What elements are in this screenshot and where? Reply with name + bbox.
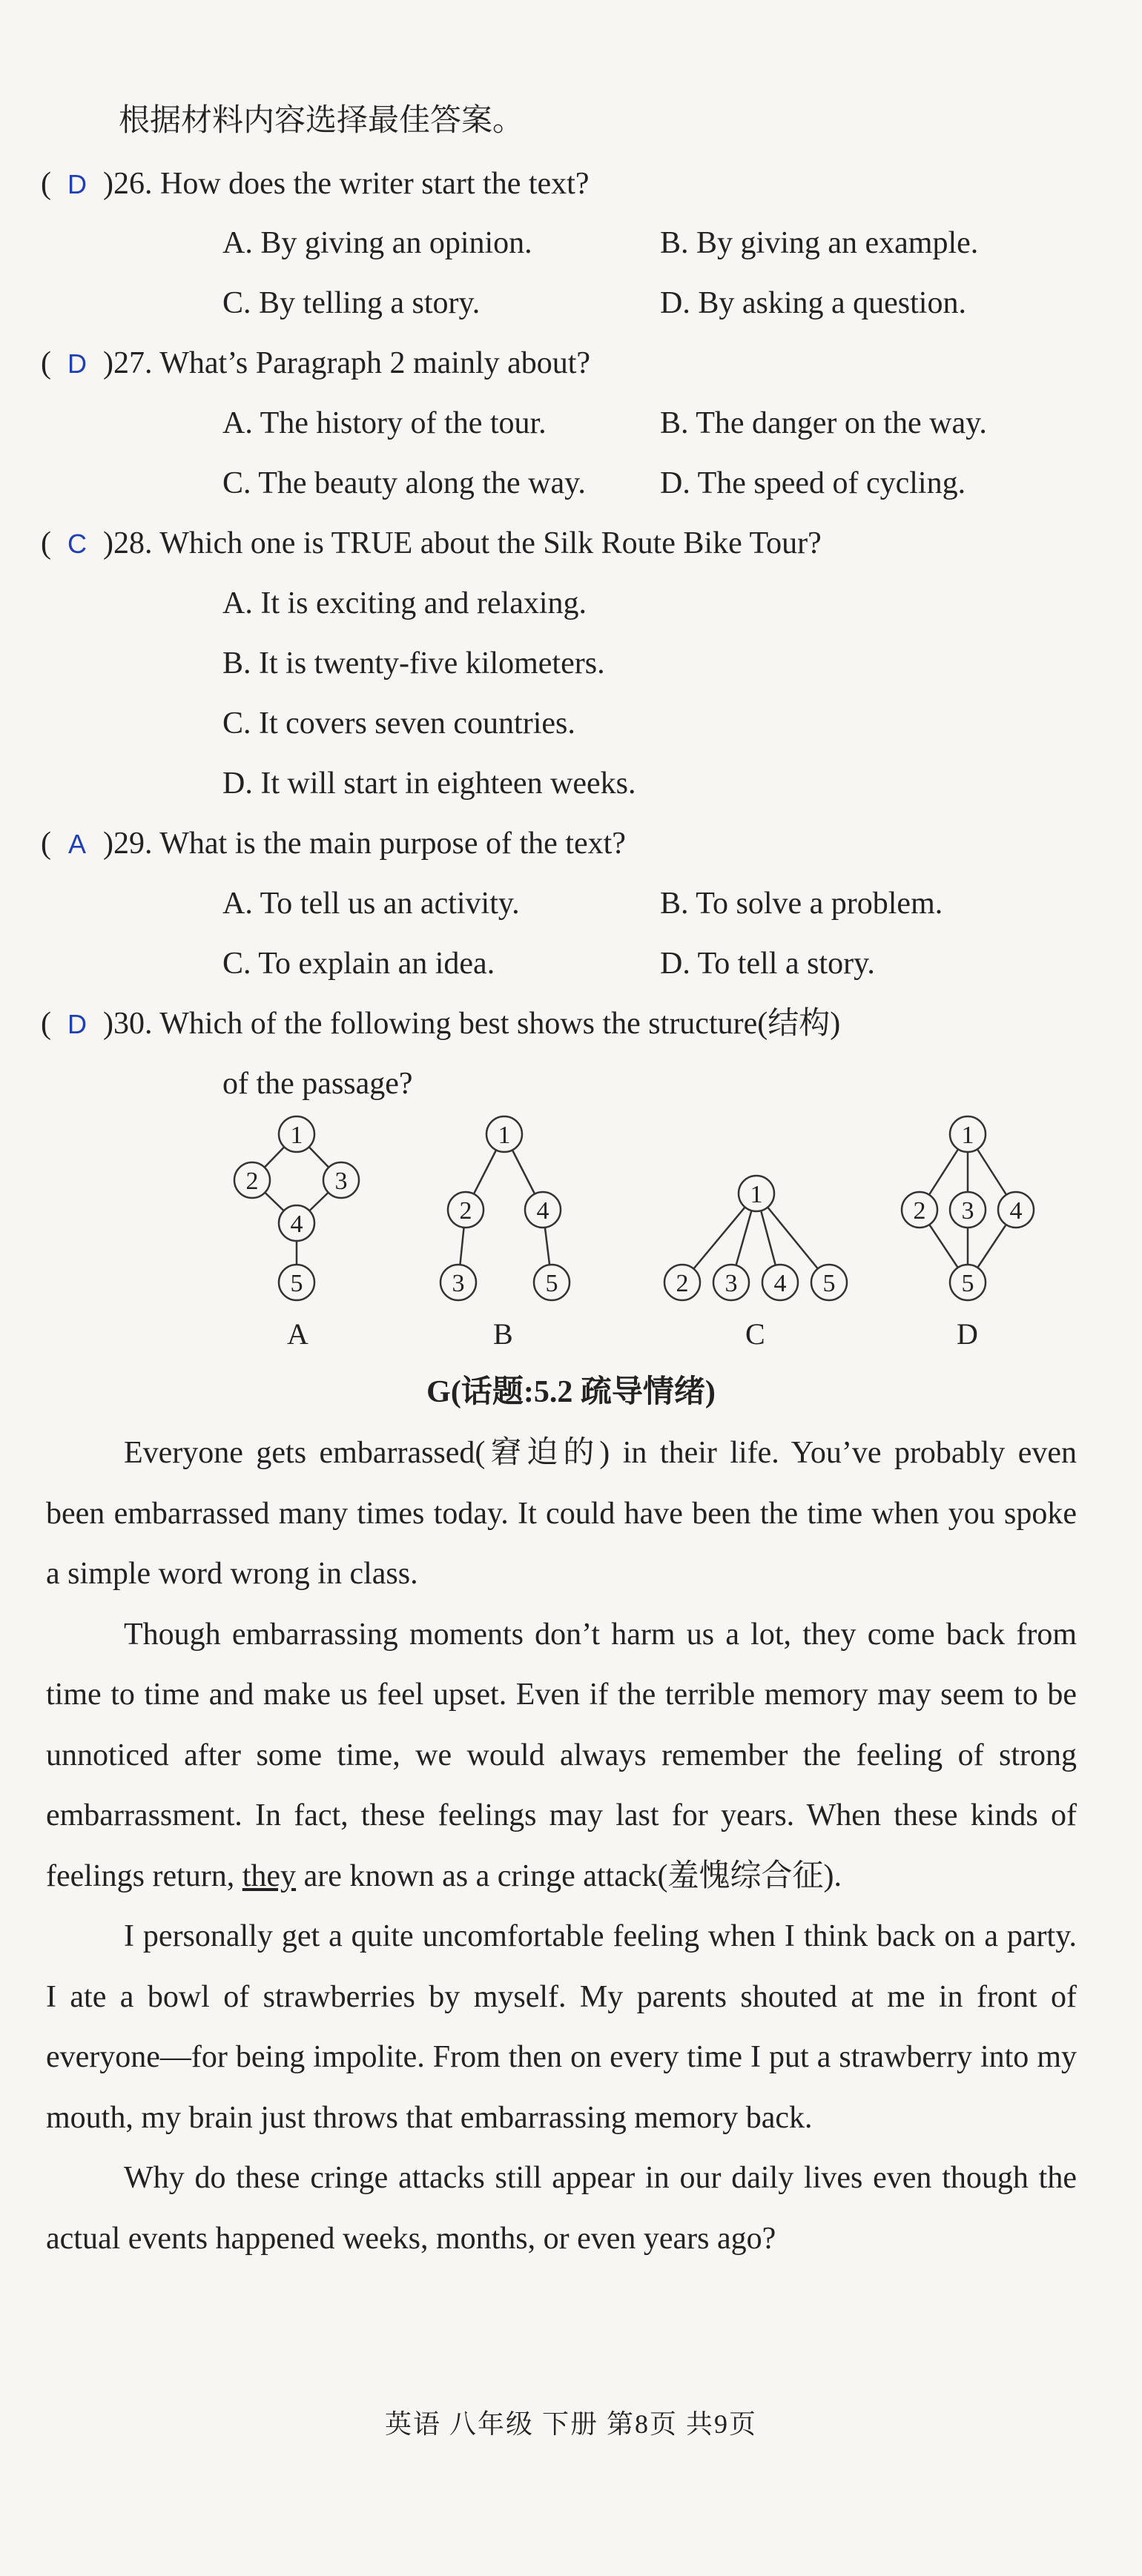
diagram-node	[534, 1265, 570, 1300]
node-number: 5	[290, 1270, 303, 1297]
node-number: 1	[290, 1122, 303, 1149]
paragraph-2-text: Though embarrassing moments don’t harm us a lot, they come back from time to time and make us feel upset. Even if the terrible memory may seem to be unnoticed after some time, we would always remember the feeling of strong embarrassment. In fact, these feelings may last for years. When these kinds of feelings return,	[46, 1617, 1077, 1893]
section-title: G(话题:5.2 疏导情绪)	[426, 1375, 716, 1409]
open-paren: (	[41, 827, 51, 861]
diagram-label-c: C	[745, 1317, 765, 1351]
question-29	[41, 823, 626, 865]
number-dot: .	[145, 346, 160, 380]
node-number: 5	[961, 1270, 974, 1297]
diagram-node	[440, 1265, 476, 1300]
question-30	[41, 1003, 840, 1045]
number-dot: .	[145, 827, 160, 861]
answer-27: D	[67, 348, 87, 379]
node-number: 5	[545, 1270, 558, 1297]
diagram-node	[664, 1265, 700, 1300]
option-b: B. It is twenty-five kilometers.	[222, 646, 605, 681]
diagram-node	[950, 1116, 986, 1152]
node-number: 4	[290, 1211, 303, 1238]
number-dot: .	[145, 167, 160, 201]
close-paren: )	[103, 1007, 113, 1041]
option-c: C. The beauty along the way.	[222, 466, 586, 500]
answer-29: A	[67, 829, 86, 859]
node-number: 4	[536, 1197, 549, 1225]
diagram-label-d: D	[957, 1317, 978, 1351]
answer-26: D	[67, 169, 87, 199]
diagram-node	[811, 1265, 847, 1300]
node-number: 2	[245, 1168, 259, 1195]
answer-30: D	[67, 1009, 87, 1039]
diagram-node	[902, 1192, 937, 1228]
diagram-node	[486, 1116, 522, 1152]
option-b: B. By giving an example.	[660, 226, 979, 260]
option-a: A. By giving an opinion.	[222, 226, 532, 260]
diagram-node	[279, 1205, 314, 1241]
diagram-node	[950, 1265, 986, 1300]
node-number: 4	[773, 1270, 787, 1297]
option-d: D. To tell a story.	[660, 947, 875, 981]
question-number: 27	[113, 346, 145, 380]
close-paren: )	[103, 827, 113, 861]
node-number: 2	[676, 1270, 689, 1297]
passage-paragraph-1: Everyone gets embarrassed(窘迫的) in their life. You’ve probably even been embarrassed many times today. It could have been the time when you spoke a simple word wrong in class.	[46, 1436, 1077, 1591]
question-26	[41, 163, 589, 205]
diagram-node	[323, 1162, 359, 1198]
option-c: C. By telling a story.	[222, 286, 481, 320]
open-paren: (	[41, 167, 51, 201]
option-a: A. It is exciting and relaxing.	[222, 586, 587, 620]
option-b: B. To solve a problem.	[660, 887, 943, 921]
open-paren: (	[41, 346, 51, 380]
question-28	[41, 523, 822, 565]
question-text: How does the writer start the text?	[160, 167, 590, 201]
option-d: D. It will start in eighteen weeks.	[222, 766, 636, 801]
diagram-node	[525, 1192, 561, 1228]
diagram-node	[762, 1265, 798, 1300]
question-text: What is the main purpose of the text?	[159, 827, 626, 861]
paragraph-2-end: are known as a cringe attack(羞愧综合征).	[296, 1858, 842, 1893]
diagram-node	[279, 1265, 314, 1300]
node-number: 3	[452, 1270, 465, 1297]
question-text: Which one is TRUE about the Silk Route Bike Tour?	[159, 526, 822, 560]
diagram-node	[998, 1192, 1034, 1228]
diagram-node	[950, 1192, 986, 1228]
option-a: A. To tell us an activity.	[222, 887, 520, 921]
question-text: What’s Paragraph 2 mainly about?	[159, 346, 591, 380]
option-b: B. The danger on the way.	[660, 406, 987, 440]
option-d: D. The speed of cycling.	[660, 466, 966, 500]
node-number: 5	[822, 1270, 836, 1297]
node-number: 3	[725, 1270, 738, 1297]
question-number: 30	[113, 1007, 145, 1041]
node-number: 1	[961, 1122, 974, 1149]
option-d: D. By asking a question.	[660, 286, 966, 320]
node-number: 3	[334, 1168, 348, 1195]
open-paren: (	[41, 1007, 51, 1041]
number-dot: .	[145, 1007, 160, 1041]
question-number: 26	[113, 167, 145, 201]
passage-paragraph-3: I personally get a quite uncomfortable feeling when I think back on a party. I ate a bowl of strawberries by myself. My parents shouted at me in front of everyone—for being impolite. From then on every time I put a strawberry into my mouth, my brain just throws that embarrassing memory back.	[46, 1919, 1077, 2135]
option-a: A. The history of the tour.	[222, 406, 547, 440]
node-number: 2	[459, 1197, 472, 1225]
close-paren: )	[103, 526, 113, 560]
question-text: Which of the following best shows the structure(结构)	[159, 1007, 841, 1041]
node-number: 2	[913, 1197, 926, 1225]
node-number: 3	[961, 1197, 974, 1225]
instruction-text: 根据材料内容选择最佳答案。	[119, 104, 524, 138]
close-paren: )	[103, 167, 113, 201]
underlined-word: they	[242, 1858, 297, 1893]
diagram-label-b: B	[493, 1317, 513, 1351]
node-number: 4	[1009, 1197, 1023, 1225]
diagram-label-a: A	[287, 1317, 308, 1351]
open-paren: (	[41, 526, 51, 560]
passage-paragraph-4: Why do these cringe attacks still appear in our daily lives even though the actual events happened weeks, months, or even years ago?	[46, 2161, 1077, 2256]
passage	[46, 1423, 1077, 2269]
diagram-node	[713, 1265, 749, 1300]
question-number: 28	[113, 526, 145, 560]
diagram-node	[739, 1176, 774, 1211]
question-number: 29	[113, 827, 145, 861]
option-c: C. To explain an idea.	[222, 947, 495, 981]
diagram-node	[279, 1116, 314, 1152]
page-footer: 英语 八年级 下册 第8页 共9页	[384, 2409, 757, 2439]
number-dot: .	[145, 526, 160, 560]
question-27	[41, 342, 590, 385]
answer-28: C	[67, 529, 87, 559]
option-c: C. It covers seven countries.	[222, 706, 575, 741]
node-number: 1	[498, 1122, 511, 1149]
diagram-node	[234, 1162, 270, 1198]
passage-paragraph-2	[46, 1605, 1077, 1907]
question-text-continued: of the passage?	[222, 1067, 413, 1101]
diagram-node	[448, 1192, 483, 1228]
node-number: 1	[750, 1181, 763, 1208]
close-paren: )	[103, 346, 113, 380]
